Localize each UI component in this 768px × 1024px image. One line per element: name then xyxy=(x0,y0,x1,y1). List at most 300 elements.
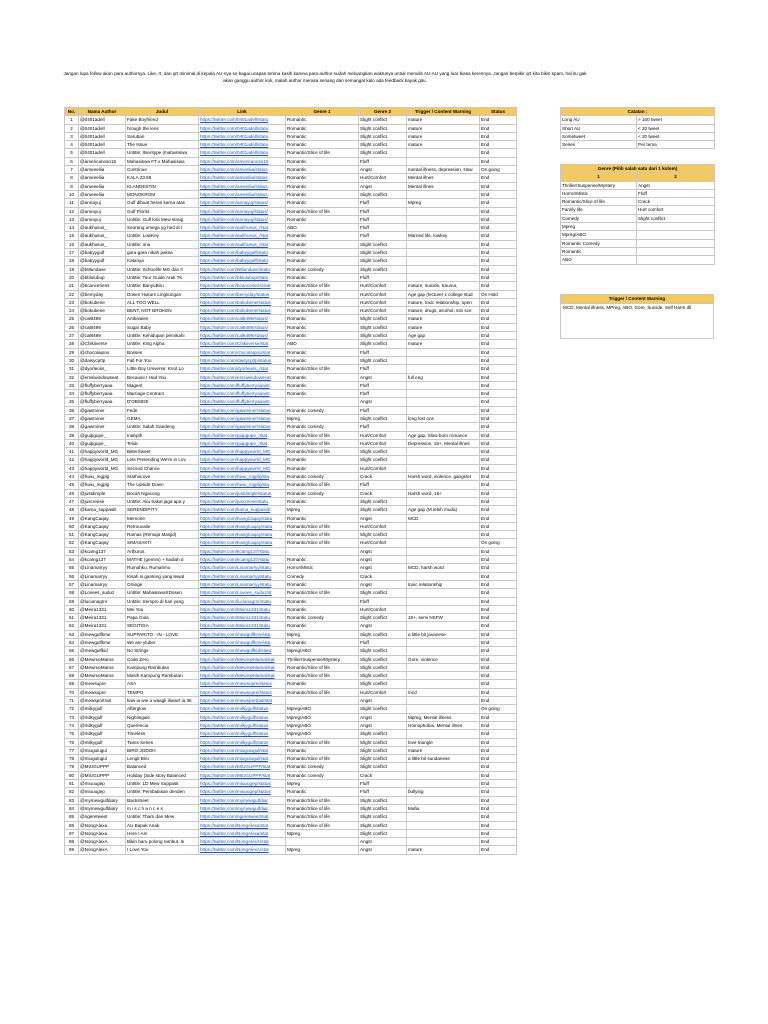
link-cell[interactable]: https://twitter.com/justdimple/status xyxy=(199,489,286,497)
link-cell[interactable]: https://twitter.com/0401adell/statu xyxy=(199,116,286,124)
link-cell[interactable]: https://twitter.com/0401adell/statu xyxy=(199,141,286,149)
catatan-cell: Long AU xyxy=(561,116,637,124)
title-cell: Untitle: ona xyxy=(126,240,199,248)
status-cell: End xyxy=(480,614,517,622)
table-row xyxy=(65,713,517,721)
table-row xyxy=(65,821,517,829)
link-cell[interactable]: https://twitter.com/guipgupe_/stat xyxy=(199,431,286,439)
table-row xyxy=(65,448,517,456)
table-row xyxy=(65,240,517,248)
trigger-cell xyxy=(407,730,480,738)
genre2-cell: Hurt/Comfort xyxy=(359,431,407,439)
author-cell: @NongAlexA xyxy=(79,838,126,846)
link-cell[interactable]: https://twitter.com/Meira1331/statu xyxy=(199,605,286,613)
genre1-cell: Mpreg xyxy=(286,630,359,638)
genre2-cell: Slight conflict xyxy=(359,813,407,821)
link-cell[interactable]: https://twitter.com/ngeretweet/stat xyxy=(199,813,286,821)
link-cell[interactable]: https://twitter.com/mymewgulfdiar xyxy=(199,796,286,804)
row-number: 53 xyxy=(65,547,79,555)
status-cell: End xyxy=(480,323,517,331)
author-cell: @mewgulfkme xyxy=(79,630,126,638)
link-cell[interactable]: https://twitter.com/lucianagrnr/statu xyxy=(199,597,286,605)
author-cell: @milkygulf xyxy=(79,738,126,746)
genre1-cell: Romantic/Slice of life xyxy=(286,365,359,373)
column-header: Genre 1 xyxy=(286,108,359,116)
trigger-cell: bullying xyxy=(407,788,480,796)
genre2-cell: Angst xyxy=(359,182,407,190)
title-cell: Dosen Hukum Lingkungan xyxy=(126,290,199,298)
status-cell: End xyxy=(480,348,517,356)
link-cell[interactable]: https://twitter.com/0401adell/statu xyxy=(199,124,286,132)
genre2-cell: Slight conflict xyxy=(359,647,407,655)
trigger-cell xyxy=(407,273,480,281)
row-number: 67 xyxy=(65,663,79,671)
genre1-cell: Romantic xyxy=(286,215,359,223)
author-cell: @fluffyberryaaa xyxy=(79,398,126,406)
link-cell[interactable]: https://twitter.com/mewsupre/status xyxy=(199,688,286,696)
author-cell: @aukhusus_ xyxy=(79,232,126,240)
link-cell[interactable]: https://twitter.com/KangCaqay/statu xyxy=(199,539,286,547)
title-cell: Untitle: LD Mew Suppasit xyxy=(126,780,199,788)
title-cell: Untitle: Itsentype (mahasiswa xyxy=(126,149,199,157)
status-cell: End xyxy=(480,738,517,746)
table-row xyxy=(65,622,517,630)
genre2-cell: Slight conflict xyxy=(359,829,407,837)
table-row xyxy=(65,497,517,505)
trigger-cell xyxy=(407,639,480,647)
link-cell[interactable]: https://twitter.com/milkygulf/status xyxy=(199,721,286,729)
author-cell: @MewmeMama xyxy=(79,663,126,671)
author-cell: @aukhusus_ xyxy=(79,240,126,248)
table-row xyxy=(65,705,517,713)
genre-row xyxy=(561,256,715,264)
table-row xyxy=(65,406,517,414)
genre1-cell: Mpreg xyxy=(286,780,359,788)
title-cell: Nightingale xyxy=(126,713,199,721)
genre2-cell: Slight conflict xyxy=(359,257,407,265)
link-cell[interactable]: https://twitter.com/kama_suppasiit/ xyxy=(199,506,286,514)
genre-row xyxy=(561,214,715,222)
link-cell[interactable]: https://twitter.com/MIUGUPPP/stat xyxy=(199,763,286,771)
table-row xyxy=(65,215,517,223)
row-number: 89 xyxy=(65,846,79,854)
link-cell[interactable]: https://twitter.com/happyworld_MG xyxy=(199,464,286,472)
link-cell[interactable]: https://twitter.com/Lovees_suduz/st xyxy=(199,589,286,597)
genre1-cell: Romantic/Slice of life xyxy=(286,796,359,804)
table-row xyxy=(65,630,517,638)
genre1-cell: Romantic/Slice of life xyxy=(286,522,359,530)
row-number: 64 xyxy=(65,639,79,647)
status-cell: End xyxy=(480,688,517,696)
link-cell[interactable]: https://twitter.com/ameeliia/status xyxy=(199,190,286,198)
catatan-cell: Sometweet xyxy=(561,132,637,140)
genre2-cell: Angst xyxy=(359,398,407,406)
row-number: 11 xyxy=(65,199,79,207)
link-cell[interactable]: https://twitter.com/mewsupre/status xyxy=(199,680,286,688)
trigger-cell xyxy=(407,763,480,771)
genre2-cell: Slight conflict xyxy=(359,763,407,771)
catatan-cell: > 100 tweet xyxy=(637,116,715,124)
author-cell: @miugulugul xyxy=(79,746,126,754)
genre-cell: Horror/Mistic xyxy=(561,189,637,197)
genre2-cell: Angst xyxy=(359,514,407,522)
link-cell[interactable]: https://twitter.com/Linamarryy/statu xyxy=(199,564,286,572)
status-cell: End xyxy=(480,788,517,796)
row-number: 55 xyxy=(65,564,79,572)
trigger-cell xyxy=(407,796,480,804)
link-cell[interactable]: https://twitter.com/0401adell/statu xyxy=(199,132,286,140)
title-cell: Gulf dibuat heran karna atas xyxy=(126,199,199,207)
author-cell: @Linamarryy xyxy=(79,564,126,572)
catatan-cell: < 20 tweet xyxy=(637,132,715,140)
catatan-row xyxy=(561,141,715,149)
title-cell: We are yluber xyxy=(126,639,199,647)
link-cell[interactable]: https://twitter.com/Linamarryy/statu xyxy=(199,580,286,588)
link-cell[interactable]: https://twitter.com/Meira1331/statu xyxy=(199,622,286,630)
notice-text: Jangan lupa follow akun para authornya. Like, rt, dan qrt minimal di kepala AU-nya se bagai ucapan terima kasih karena para author sudah meluangkan waktunya untuk menulis AU-AU yang luar biasa kerennya. Jangan berpikir qrt kita bikin spam, hal itu gak akan ganggu author kok, malah author merasa senang dan semangat kalo ada feedback kayak gitu. xyxy=(63,71,587,83)
genre-cell: Romantic Comedy xyxy=(561,239,637,247)
row-number: 4 xyxy=(65,141,79,149)
genre1-cell: Romantic xyxy=(286,141,359,149)
link-cell[interactable]: https://twitter.com/juscreese/statu xyxy=(199,497,286,505)
table-row xyxy=(65,796,517,804)
genre1-cell: Romantic/Slice of life xyxy=(286,481,359,489)
genre2-cell: Slight conflict xyxy=(359,738,407,746)
genre-cell: ABO xyxy=(561,256,637,264)
genre2-cell: Fluff xyxy=(359,639,407,647)
genre-row xyxy=(561,223,715,231)
genre-cell xyxy=(637,231,715,239)
status-cell: End xyxy=(480,672,517,680)
status-cell: End xyxy=(480,780,517,788)
author-cell: @milkygulf xyxy=(79,705,126,713)
status-cell: End xyxy=(480,390,517,398)
status-cell: End xyxy=(480,663,517,671)
status-cell: End xyxy=(480,763,517,771)
trigger-cell xyxy=(407,406,480,414)
trigger-cell xyxy=(407,680,480,688)
author-cell: @ameeeliia xyxy=(79,166,126,174)
link-cell[interactable]: https://twitter.com/mewsportrait/stat xyxy=(199,697,286,705)
link-cell[interactable]: https://twitter.com/ameeliia/status xyxy=(199,182,286,190)
link-cell[interactable]: https://twitter.com/miuuugep/status xyxy=(199,780,286,788)
genre2-cell: Slight conflict xyxy=(359,249,407,257)
link-cell[interactable]: https://twitter.com/guipgupe_/stat xyxy=(199,439,286,447)
link-cell[interactable]: https://twitter.com/aukhusus_/stat xyxy=(199,240,286,248)
author-cell: @gawminer xyxy=(79,414,126,422)
link-cell[interactable]: https://twitter.com/milkygulf/status xyxy=(199,738,286,746)
status-cell: End xyxy=(480,481,517,489)
genre2-cell: Angst xyxy=(359,556,407,564)
genre-cell: Romantic xyxy=(561,247,637,255)
status-cell: End xyxy=(480,207,517,215)
title-cell: BIRO JODOH xyxy=(126,746,199,754)
link-cell[interactable]: https://twitter.com/MewmeMama/stat xyxy=(199,655,286,663)
link-cell[interactable]: https://twitter.com/milkygulf/status xyxy=(199,730,286,738)
author-cell: @babyygulf xyxy=(79,257,126,265)
title-cell: SERENDIPITY xyxy=(126,506,199,514)
title-cell: Kampung Rambutan xyxy=(126,663,199,671)
table-row xyxy=(65,323,517,331)
genre2-cell: Slight conflict xyxy=(359,655,407,663)
genre1-cell: Romantic/Slice of life xyxy=(286,813,359,821)
link-cell[interactable]: https://twitter.com/KangCaqay/statu xyxy=(199,514,286,522)
link-cell[interactable]: https://twitter.com/bblulubup/statu xyxy=(199,273,286,281)
title-cell: BitterSweet xyxy=(126,448,199,456)
genre2-cell: Slight conflict xyxy=(359,340,407,348)
row-number: 5 xyxy=(65,149,79,157)
column-header: Judul xyxy=(126,108,199,116)
author-cell: @0401adell xyxy=(79,116,126,124)
trigger-cell xyxy=(407,448,480,456)
link-cell[interactable]: https://twitter.com/chocolaipoo/stat xyxy=(199,348,286,356)
title-cell: Retrouvaile xyxy=(126,522,199,530)
title-cell: Orange xyxy=(126,580,199,588)
link-cell[interactable]: https://twitter.com/aukhusus_/stat xyxy=(199,232,286,240)
trigger-cell: mature xyxy=(407,132,480,140)
trigger-cell: MCD, harsh word xyxy=(407,564,480,572)
trigger-cell: Mental illnes xyxy=(407,174,480,182)
trigger-cell: a little bit sundanese xyxy=(407,755,480,763)
title-cell: No Strings xyxy=(126,647,199,655)
genre2-cell: Fluff xyxy=(359,224,407,232)
link-cell[interactable]: https://twitter.com/miugulugul/stat xyxy=(199,755,286,763)
link-cell[interactable]: https://twitter.com/ameeliia/status xyxy=(199,166,286,174)
link-cell[interactable]: https://twitter.com/Meira1331/statu xyxy=(199,614,286,622)
title-cell: Sugar Baby xyxy=(126,323,199,331)
genre2-cell: Fluff xyxy=(359,423,407,431)
table-row xyxy=(65,174,517,182)
table-row xyxy=(65,157,517,165)
link-cell[interactable]: https://twitter.com/hwiu_mgplg/sta xyxy=(199,481,286,489)
link-cell[interactable]: https://twitter.com/emsiwindowseat xyxy=(199,373,286,381)
link-cell[interactable]: https://twitter.com/NongAlexA/stat xyxy=(199,846,286,854)
table-row xyxy=(65,522,517,530)
link-cell[interactable]: https://twitter.com/kcamg137/statu xyxy=(199,556,286,564)
genre-cell xyxy=(637,239,715,247)
table-row xyxy=(65,199,517,207)
link-cell[interactable]: https://twitter.com/KangCaqay/statu xyxy=(199,522,286,530)
genre2-cell: Angst xyxy=(359,373,407,381)
genre1-cell: Mpreg xyxy=(286,414,359,422)
trigger-cell xyxy=(407,597,480,605)
link-cell[interactable]: https://twitter.com/fluffyberryaaa/st xyxy=(199,398,286,406)
link-cell[interactable]: https://twitter.com/happyworld_MG xyxy=(199,456,286,464)
row-number: 48 xyxy=(65,506,79,514)
link-cell[interactable]: https://twitter.com/mewgulfkid/statu xyxy=(199,647,286,655)
link-cell[interactable]: https://twitter.com/NongAlexA/stat xyxy=(199,838,286,846)
row-number: 38 xyxy=(65,423,79,431)
author-cell: @cal8499 xyxy=(79,332,126,340)
link-cell[interactable]: https://twitter.com/B8lundave/statu xyxy=(199,265,286,273)
genre1-cell: Romantic xyxy=(286,514,359,522)
row-number: 88 xyxy=(65,838,79,846)
status-cell: End xyxy=(480,506,517,514)
genre-cell: Hurt comfort xyxy=(637,206,715,214)
author-cell: @KangCaqay xyxy=(79,522,126,530)
genre2-cell: Hurt/Comfort xyxy=(359,605,407,613)
link-cell[interactable]: https://twitter.com/Linamarryy/statu xyxy=(199,572,286,580)
link-cell[interactable]: https://twitter.com/mewgulfkme/sta xyxy=(199,639,286,647)
status-cell: End xyxy=(480,597,517,605)
genre1-cell: Romantic xyxy=(286,348,359,356)
author-cell: @0401adell xyxy=(79,124,126,132)
genre-col-1: 1 xyxy=(561,173,637,181)
link-cell[interactable]: https://twitter.com/0401adell/statu xyxy=(199,149,286,157)
author-cell: @fluffyberryaaa xyxy=(79,381,126,389)
table-row xyxy=(65,489,517,497)
link-cell[interactable]: https://twitter.com/happyworld_MG xyxy=(199,448,286,456)
link-cell[interactable]: https://twitter.com/aukhusus_/stat xyxy=(199,224,286,232)
author-cell: @bcanceriens xyxy=(79,282,126,290)
trigger-cell: Age gap xyxy=(407,332,480,340)
link-cell[interactable]: https://twitter.com/bemyday/status xyxy=(199,290,286,298)
genre2-cell: Hurt/Comfort xyxy=(359,174,407,182)
title-cell: SIMASAKTI xyxy=(126,539,199,547)
trigger-cell: Age gap, Slow burn romance xyxy=(407,431,480,439)
link-cell[interactable]: https://twitter.com/bokubene/status xyxy=(199,298,286,306)
link-cell[interactable]: https://twitter.com/miugulugul/stat xyxy=(199,746,286,754)
link-cell[interactable]: https://twitter.com/gawminer/status xyxy=(199,423,286,431)
link-cell[interactable]: https://twitter.com/NongAlexa/stat xyxy=(199,829,286,837)
row-number: 70 xyxy=(65,688,79,696)
link-cell[interactable]: https://twitter.com/miuuugep/status xyxy=(199,788,286,796)
link-cell[interactable]: https://twitter.com/bcanceriens/stat xyxy=(199,282,286,290)
author-cell: @cal8499 xyxy=(79,323,126,331)
genre2-cell: Slight conflict xyxy=(359,356,407,364)
genre2-cell: Hurt/Comfort xyxy=(359,522,407,530)
genre-row xyxy=(561,198,715,206)
link-cell[interactable]: https://twitter.com/bokubene/status xyxy=(199,307,286,315)
trigger-cell xyxy=(407,249,480,257)
table-row xyxy=(65,605,517,613)
row-number: 60 xyxy=(65,605,79,613)
link-cell[interactable]: https://twitter.com/KangCaqay/statu xyxy=(199,531,286,539)
title-cell: Ambivalen xyxy=(126,315,199,323)
genre1-cell: Romantic xyxy=(286,157,359,165)
link-cell[interactable]: https://twitter.com/mymewgulfdiar xyxy=(199,804,286,812)
column-header: Link xyxy=(199,108,286,116)
genre1-cell: Romantic xyxy=(286,605,359,613)
link-cell[interactable]: https://twitter.com/cal8499/status/ xyxy=(199,315,286,323)
genre1-cell: Romantic/Slice of life xyxy=(286,149,359,157)
link-cell[interactable]: https://twitter.com/gawminer/status xyxy=(199,414,286,422)
link-cell[interactable]: https://twitter.com/cal8499/status/ xyxy=(199,323,286,331)
catatan-row xyxy=(561,124,715,132)
genre2-cell: Crack xyxy=(359,473,407,481)
genre1-cell: Romantic/Slice of life xyxy=(286,282,359,290)
author-cell: @NongAlexA xyxy=(79,846,126,854)
trigger-cell xyxy=(407,381,480,389)
genre2-cell: Slight conflict xyxy=(359,730,407,738)
genre1-cell: Romantic/Slice of life xyxy=(286,821,359,829)
title-cell: MATHE (gemini) + hadiah d xyxy=(126,556,199,564)
link-cell[interactable]: https://twitter.com/fluffyberryaaa/st xyxy=(199,381,286,389)
link-cell[interactable]: https://twitter.com/daisycp0p/status xyxy=(199,356,286,364)
link-cell[interactable]: https://twitter.com/milkygulf/status xyxy=(199,705,286,713)
genre2-cell: Angst xyxy=(359,838,407,846)
title-cell: Fede xyxy=(126,406,199,414)
trigger-cell xyxy=(407,771,480,779)
genre2-cell: Slight conflict xyxy=(359,672,407,680)
table-row xyxy=(65,672,517,680)
author-cell: @aukhusus_ xyxy=(79,224,126,232)
author-cell: @MewmeMama xyxy=(79,655,126,663)
row-number: 14 xyxy=(65,224,79,232)
row-number: 17 xyxy=(65,249,79,257)
link-cell[interactable]: https://twitter.com/annayuj/status/ xyxy=(199,207,286,215)
link-cell[interactable]: https://twitter.com/kcamg137/statu xyxy=(199,547,286,555)
genre1-cell: Comedy xyxy=(286,572,359,580)
link-cell[interactable]: https://twitter.com/fluffyberryaaa/st xyxy=(199,390,286,398)
genre2-cell: Slight conflict xyxy=(359,804,407,812)
genre-col-2: 2 xyxy=(637,173,715,181)
status-cell: End xyxy=(480,556,517,564)
table-row xyxy=(65,639,517,647)
link-cell[interactable]: https://twitter.com/gawminer/status xyxy=(199,406,286,414)
link-cell[interactable]: https://twitter.com/MewmeMama/stat xyxy=(199,672,286,680)
genre2-cell: Slight conflict xyxy=(359,240,407,248)
status-cell: End xyxy=(480,149,517,157)
row-number: 47 xyxy=(65,497,79,505)
table-row xyxy=(65,556,517,564)
table-row xyxy=(65,647,517,655)
link-cell[interactable]: https://twitter.com/hwiu_mgplg/sta xyxy=(199,473,286,481)
trigger-cell: mature xyxy=(407,141,480,149)
trigger-warning-text: MCD, Mental illness, MPreg, ABO, Gore, Suicide, Self Harm dll xyxy=(560,304,714,339)
genre2-cell: Slight conflict xyxy=(359,116,407,124)
table-row xyxy=(65,290,517,298)
status-cell: End xyxy=(480,804,517,812)
row-number: 82 xyxy=(65,788,79,796)
link-cell[interactable]: https://twitter.com/americanoso15 xyxy=(199,157,286,165)
trigger-cell xyxy=(407,497,480,505)
table-row xyxy=(65,398,517,406)
genre1-cell: Romantic/Slice of life xyxy=(286,207,359,215)
link-cell[interactable]: https://twitter.com/annayuj/status/ xyxy=(199,199,286,207)
genre1-cell: Romantic xyxy=(286,788,359,796)
link-cell[interactable]: https://twitter.com/cal8499/status/ xyxy=(199,332,286,340)
genre-cell: Comedy xyxy=(561,214,637,222)
table-header-row xyxy=(65,108,517,116)
link-cell[interactable]: https://twitter.com/Chikiiverse/stat xyxy=(199,340,286,348)
genre1-cell xyxy=(286,838,359,846)
link-cell[interactable]: https://twitter.com/MIUGUPPP/stat xyxy=(199,771,286,779)
table-row xyxy=(65,456,517,464)
link-cell[interactable]: https://twitter.com/milkygulf/status xyxy=(199,713,286,721)
link-cell[interactable]: https://twitter.com/mewgulfkme/sta xyxy=(199,630,286,638)
link-cell[interactable]: https://twitter.com/MewmeMama/stat xyxy=(199,663,286,671)
title-cell: Indepth xyxy=(126,431,199,439)
row-number: 12 xyxy=(65,207,79,215)
title-cell: StathoLove xyxy=(126,473,199,481)
genre-cell xyxy=(637,223,715,231)
link-cell[interactable]: https://twitter.com/dyorleuss_/stat xyxy=(199,365,286,373)
link-cell[interactable]: https://twitter.com/annayuj/status/ xyxy=(199,215,286,223)
genre2-cell: Fluff xyxy=(359,788,407,796)
status-cell: End xyxy=(480,489,517,497)
trigger-cell xyxy=(407,390,480,398)
author-cell: @bokubene xyxy=(79,298,126,306)
link-cell[interactable]: https://twitter.com/ameeliia/status xyxy=(199,174,286,182)
link-cell[interactable]: https://twitter.com/NongAlexa/stat xyxy=(199,821,286,829)
table-row xyxy=(65,132,517,140)
link-cell[interactable]: https://twitter.com/babyygulf/statu xyxy=(199,257,286,265)
status-cell: End xyxy=(480,373,517,381)
link-cell[interactable]: https://twitter.com/babyygulf/statu xyxy=(199,249,286,257)
row-number: 35 xyxy=(65,398,79,406)
title-cell: Bikin baru polong rambut, le xyxy=(126,838,199,846)
